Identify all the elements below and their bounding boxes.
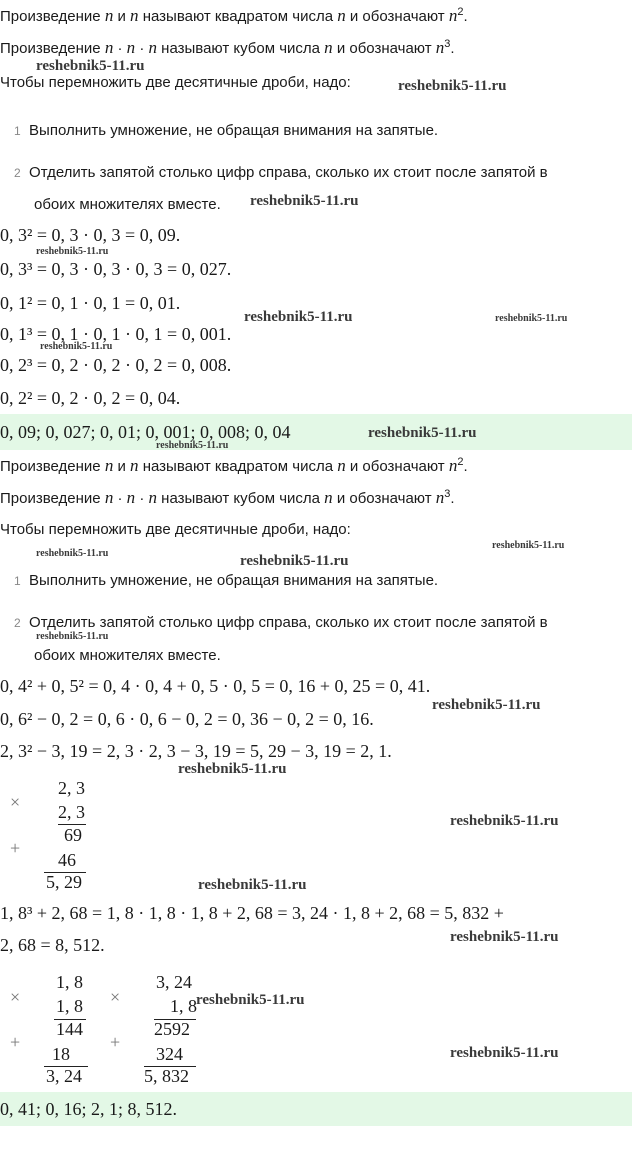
equation-line: 0, 2³ = 0, 2 · 0, 2 · 0, 2 = 0, 008. (0, 355, 232, 375)
plus-sign: + (10, 1032, 21, 1052)
partial-2: 18 (52, 1044, 70, 1064)
watermark: reshebnik5-11.ru (36, 631, 109, 642)
watermark: reshebnik5-11.ru (36, 246, 109, 257)
step-1: 1 Выполнить умножение, не обращая внимания на запятые. (14, 572, 439, 589)
square-definition: Произведение n и n называют квадратом числа n и обозначают $n^2$. (0, 6, 468, 25)
times-sign: × (10, 987, 21, 1007)
step-1: 1 Выполнить умножение, не обращая внимания на запятые. (14, 122, 439, 139)
watermark: reshebnik5-11.ru (492, 540, 565, 551)
equation-line: 2, 68 = 8, 512. (0, 935, 105, 955)
step-2-continued: обоих множителях вместе. (34, 647, 221, 664)
watermark: reshebnik5-11.ru (156, 440, 229, 451)
plus-sign: + (10, 838, 21, 858)
rule-text: Чтобы перемножить две десятичные дроби, надо: (0, 521, 351, 538)
factor-b: 1, 8 (170, 996, 197, 1016)
equation-line: 2, 3² − 3, 19 = 2, 3 · 2, 3 − 3, 19 = 5, 29 − 3, 19 = 2, 1. (0, 741, 392, 761)
partial-2: 46 (58, 850, 76, 870)
factor-a: 3, 24 (156, 972, 192, 992)
product: 3, 24 (46, 1066, 82, 1086)
watermark: reshebnik5-11.ru (398, 78, 507, 94)
watermark: reshebnik5-11.ru (450, 813, 559, 829)
factor-b: 2, 3 (58, 802, 85, 822)
equation-line: 0, 2² = 0, 2 · 0, 2 = 0, 04. (0, 388, 181, 408)
equation-line: 0, 3³ = 0, 3 · 0, 3 · 0, 3 = 0, 027. (0, 259, 232, 279)
partial-1: 2592 (154, 1019, 190, 1039)
equation-line: 0, 6² − 0, 2 = 0, 6 · 0, 6 − 0, 2 = 0, 36 − 0, 2 = 0, 16. (0, 709, 374, 729)
cube-definition: Произведение n · n · n называют кубом числа n и обозначают $n^3$. (0, 488, 455, 507)
watermark: reshebnik5-11.ru (198, 877, 307, 893)
equation-line: 1, 8³ + 2, 68 = 1, 8 · 1, 8 · 1, 8 + 2, 68 = 3, 24 · 1, 8 + 2, 68 = 5, 832 + (0, 903, 504, 923)
step-2-continued: обоих множителях вместе. (34, 196, 221, 213)
equation-line: 0, 1² = 0, 1 · 0, 1 = 0, 01. (0, 293, 181, 313)
product: 5, 29 (46, 872, 82, 892)
answer-text: 0, 09; 0, 027; 0, 01; 0, 001; 0, 008; 0, 04 (0, 422, 291, 442)
equation-line: 0, 1³ = 0, 1 · 0, 1 · 0, 1 = 0, 001. (0, 324, 232, 344)
watermark: reshebnik5-11.ru (36, 58, 145, 74)
factor-b: 1, 8 (56, 996, 83, 1016)
factor-a: 2, 3 (58, 778, 85, 798)
plus-sign: + (110, 1032, 121, 1052)
partial-2: 324 (156, 1044, 183, 1064)
watermark: reshebnik5-11.ru (196, 992, 305, 1008)
watermark: reshebnik5-11.ru (432, 697, 541, 713)
watermark: reshebnik5-11.ru (450, 1045, 559, 1061)
answer-text: 0, 41; 0, 16; 2, 1; 8, 512. (0, 1099, 178, 1119)
rule-text: Чтобы перемножить две десятичные дроби, надо: (0, 74, 351, 91)
watermark: reshebnik5-11.ru (450, 929, 559, 945)
square-definition: Произведение n и n называют квадратом числа n и обозначают $n^2$. (0, 456, 468, 475)
step-2: 2 Отделить запятой столько цифр справа, сколько их стоит после запятой в (14, 164, 548, 181)
watermark: reshebnik5-11.ru (240, 553, 349, 569)
watermark: reshebnik5-11.ru (178, 761, 287, 777)
watermark: reshebnik5-11.ru (368, 425, 477, 441)
watermark: reshebnik5-11.ru (244, 309, 353, 325)
equation-line: 0, 4² + 0, 5² = 0, 4 · 0, 4 + 0, 5 · 0, 5 = 0, 16 + 0, 25 = 0, 41. (0, 676, 431, 696)
cube-definition: Произведение n · n · n называют кубом числа n и обозначают $n^3$. (0, 38, 455, 57)
product: 5, 832 (144, 1066, 189, 1086)
step-2: 2 Отделить запятой столько цифр справа, сколько их стоит после запятой в (14, 614, 548, 631)
watermark: reshebnik5-11.ru (36, 548, 109, 559)
partial-1: 144 (56, 1019, 83, 1039)
watermark: reshebnik5-11.ru (40, 341, 113, 352)
factor-a: 1, 8 (56, 972, 83, 992)
partial-1: 69 (64, 825, 82, 845)
times-sign: × (10, 792, 21, 812)
watermark: reshebnik5-11.ru (250, 193, 359, 209)
times-sign: × (110, 987, 121, 1007)
equation-line: 0, 3² = 0, 3 · 0, 3 = 0, 09. (0, 225, 181, 245)
watermark: reshebnik5-11.ru (495, 313, 568, 324)
